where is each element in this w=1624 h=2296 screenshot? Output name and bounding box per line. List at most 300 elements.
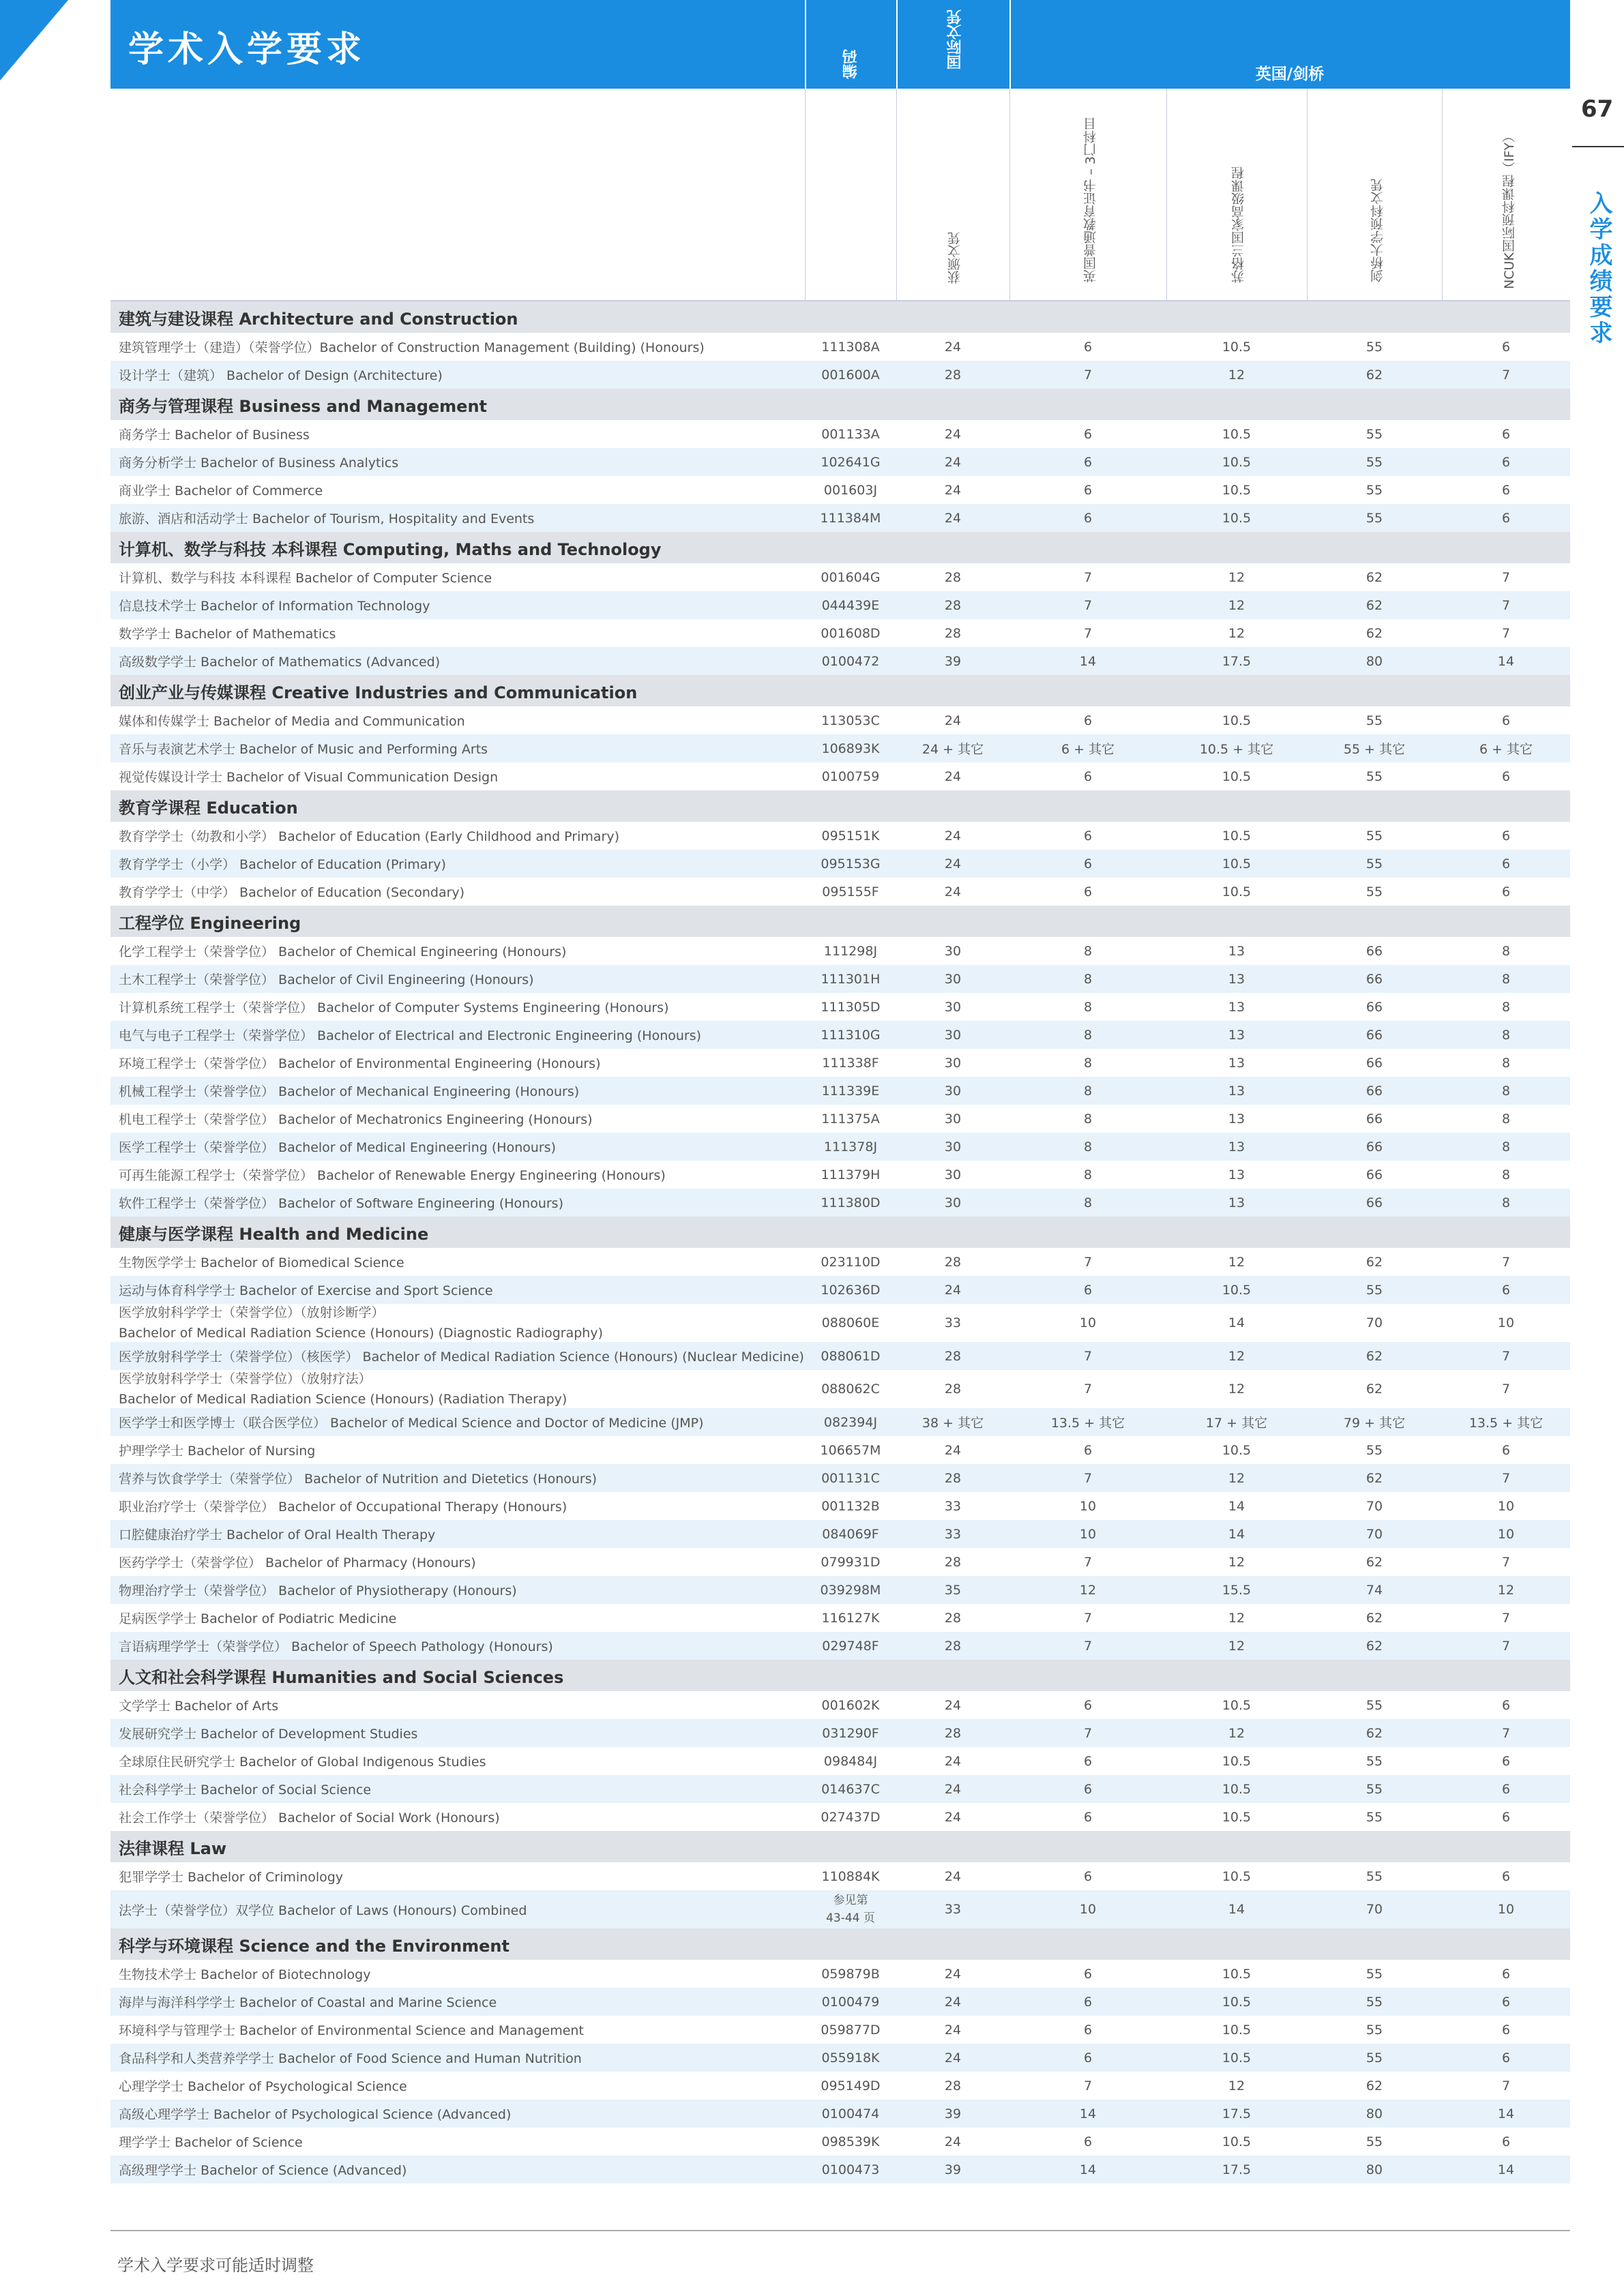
program-code: 111301H [821,971,881,987]
program-code: 055918K [821,2050,880,2066]
ify-score: 8 [1501,971,1511,987]
table-row [110,2016,1570,2044]
table-row [110,2072,1570,2100]
ify-score: 7 [1501,569,1511,585]
table-row [110,1021,1570,1049]
table-row [110,1890,1570,1928]
program-name: 生物技术学士 Bachelor of Biotechnology [119,1967,371,1982]
program-code: 111375A [821,1111,880,1127]
ify-score: 6 [1501,510,1511,526]
program-name: 理学学士 Bachelor of Science [119,2135,303,2150]
ib-score: 28 [944,1554,962,1570]
program-code: 102641G [821,454,881,470]
program-code: 111338F [822,1055,879,1071]
scottish-score: 17 + 其它 [1205,1416,1268,1431]
program-name: 软件工程学士（荣誉学位） Bachelor of Software Engineering (Honours) [119,1196,563,1211]
program-name: 足病医学学士 Bachelor of Podiatric Medicine [119,1611,397,1626]
gcse-score: 6 [1083,2134,1093,2149]
program-code: 0100479 [821,1994,880,2010]
ib-score: 28 [944,2078,962,2093]
table-row [110,822,1570,850]
cambridge-score: 55 [1365,339,1383,355]
program-code: 102636D [821,1282,881,1298]
program-code: 001131C [821,1470,880,1486]
scottish-score: 10.5 [1222,1442,1252,1458]
cambridge-score: 80 [1365,653,1383,669]
gcse-score: 7 [1083,625,1093,641]
scottish-score: 10.5 [1222,828,1252,844]
cambridge-score: 55 + 其它 [1343,742,1406,757]
cambridge-score: 70 [1365,1498,1383,1514]
cambridge-score: 55 [1365,856,1383,871]
scottish-score: 12 [1228,1638,1245,1654]
program-name: 设计学士（建筑） Bachelor of Design (Architecture) [119,368,443,383]
ib-score: 30 [944,1055,962,1071]
ib-score: 30 [944,1027,962,1043]
program-name: 口腔健康治疗学士 Bachelor of Oral Health Therapy [119,1527,436,1542]
program-name: 医药学学士（荣誉学位） Bachelor of Pharmacy (Honours) [119,1555,476,1570]
ib-score: 33 [944,1498,962,1514]
scottish-score: 17.5 [1222,2162,1252,2177]
gcse-score: 6 [1083,1809,1093,1825]
table-row [110,1370,1570,1408]
cambridge-score: 62 [1365,2078,1383,2093]
scottish-score: 14 [1228,1902,1245,1917]
ib-score: 24 [944,2134,962,2149]
ib-score: 24 [944,1442,962,1458]
program-code: 014637C [821,1781,880,1797]
ib-score: 24 [944,1868,962,1884]
ib-score: 28 [944,1725,962,1741]
category-name: 教育学课程 Education [119,798,298,818]
category-row [110,675,1570,706]
cambridge-score: 80 [1365,2162,1383,2177]
scottish-score: 10.5 [1222,1868,1252,1884]
gcse-score: 8 [1083,1083,1093,1099]
gcse-score: 13.5 + 其它 [1050,1416,1125,1431]
program-code: 088062C [821,1382,880,1397]
program-name: 物理治疗学士（荣誉学位） Bachelor of Physiotherapy (Honours) [119,1583,517,1598]
cambridge-score: 55 [1365,426,1383,442]
program-code: 111305D [821,999,881,1015]
cambridge-score: 55 [1365,2134,1383,2149]
cambridge-score: 55 [1365,884,1383,899]
ify-score: 8 [1501,999,1511,1015]
ify-score: 6 [1501,1697,1511,1713]
category-row [110,1831,1570,1862]
program-code: 039298M [820,1582,881,1598]
table-row [110,1304,1570,1342]
program-name: 视觉传媒设计学士 Bachelor of Visual Communication Design [119,770,499,785]
ify-score: 6 [1501,1781,1511,1797]
ify-score: 7 [1501,1610,1511,1626]
cambridge-score: 55 [1365,2022,1383,2038]
cambridge-score: 66 [1365,1027,1383,1043]
cambridge-score: 66 [1365,1139,1383,1154]
scottish-score: 10.5 [1222,713,1252,728]
ify-score: 6 [1501,856,1511,871]
scottish-score: 10.5 [1222,2134,1252,2149]
table-row [110,333,1570,361]
scottish-score: 13 [1228,999,1245,1015]
program-name: 营养与饮食学学士（荣誉学位） Bachelor of Nutrition and Dietetics (Honours) [119,1472,597,1487]
gcse-score: 8 [1083,1027,1093,1043]
ify-score: 8 [1501,1111,1511,1127]
ify-score: 6 [1501,1442,1511,1458]
scottish-score: 12 [1228,1254,1245,1270]
scottish-score: 10.5 [1222,1753,1252,1769]
cambridge-score: 70 [1365,1526,1383,1542]
ib-score: 24 [944,1781,962,1797]
program-code: 095149D [821,2078,881,2093]
gcse-score: 8 [1083,1055,1093,1071]
category-name: 商务与管理课程 Business and Management [119,396,488,416]
ib-score: 24 [944,454,962,470]
cambridge-score: 55 [1365,1753,1383,1769]
ify-score: 14 [1497,2162,1515,2177]
gcse-score: 14 [1079,2162,1097,2177]
table-row [110,1189,1570,1217]
ib-score: 28 [944,625,962,641]
ib-score: 24 [944,713,962,728]
ify-score: 6 [1501,2022,1511,2038]
gcse-score: 6 [1083,713,1093,728]
program-name: 言语病理学学士（荣誉学位） Bachelor of Speech Pathology (Honours) [119,1639,553,1654]
gcse-score: 6 [1083,884,1093,899]
ib-score: 24 [944,1697,962,1713]
scottish-score: 10.5 [1222,454,1252,470]
program-code: 098539K [821,2134,880,2149]
gcse-score: 6 [1083,1282,1093,1298]
program-code: 001602K [821,1697,880,1713]
scottish-score: 10.5 [1222,1809,1252,1825]
table-row [110,762,1570,790]
program-code: 参见第 43-44 页 [826,1894,875,1925]
table-row [110,1576,1570,1604]
cambridge-score: 55 [1365,713,1383,728]
cambridge-score: 66 [1365,1055,1383,1071]
table-row [110,1464,1570,1492]
table-row [110,734,1570,762]
program-name: 机械工程学士（荣誉学位） Bachelor of Mechanical Engineering (Honours) [119,1084,580,1099]
table-bottom-rule [110,2230,1570,2231]
program-code: 0100473 [821,2162,880,2177]
page-number: 67 [1581,95,1614,123]
program-code: 027437D [821,1809,881,1825]
column-cambridge: 剑桥大学预科文凭 [1370,179,1385,282]
column-code: 编码 [842,49,859,79]
program-name: 环境科学与管理学士 Bachelor of Environmental Science and Management [119,2023,584,2038]
scottish-score: 10.5 [1222,510,1252,526]
cambridge-score: 62 [1365,597,1383,613]
ib-score: 30 [944,1083,962,1099]
category-row [110,301,1570,333]
table-row [110,993,1570,1021]
program-code: 029748F [822,1638,879,1654]
scottish-score: 17.5 [1222,653,1252,669]
ify-score: 6 [1501,482,1511,498]
ib-score: 33 [944,1526,962,1542]
ib-score: 33 [944,1902,962,1917]
ify-score: 14 [1497,653,1515,669]
program-code: 111298J [823,943,878,959]
ib-score: 30 [944,1167,962,1182]
ib-score: 30 [944,1139,962,1154]
program-name: 全球原住民研究学士 Bachelor of Global Indigenous Studies [119,1755,486,1770]
table-row [110,1604,1570,1632]
ib-score: 24 [944,1994,962,2010]
gcse-score: 6 [1083,426,1093,442]
gcse-score: 8 [1083,1195,1093,1210]
gcse-score: 6 [1083,2022,1093,2038]
scottish-score: 13 [1228,1083,1245,1099]
gcse-score: 14 [1079,653,1097,669]
table-row [110,647,1570,675]
program-code: 088061D [821,1348,881,1364]
scottish-score: 12 [1228,569,1245,585]
scottish-score: 12 [1228,367,1245,383]
table-row [110,2156,1570,2183]
cambridge-score: 66 [1365,943,1383,959]
program-code: 111308A [821,339,880,355]
table-row [110,1049,1570,1077]
program-code: 095153G [821,856,881,871]
scottish-score: 10.5 [1222,856,1252,871]
cambridge-score: 55 [1365,1966,1383,1982]
table-row [110,1960,1570,1988]
ify-score: 10 [1497,1526,1515,1542]
table-row [110,1133,1570,1161]
ify-score: 6 [1501,1282,1511,1298]
program-name: 音乐与表演艺术学士 Bachelor of Music and Performing Arts [119,742,488,757]
program-code: 059879B [821,1966,880,1982]
ify-score: 6 [1501,339,1511,355]
gcse-score: 7 [1083,1554,1093,1570]
program-name: 医学放射科学学士（荣誉学位）（放射诊断学） Bachelor of Medical Radiation Science (Honours) (Diagnostic Radiography) [119,1305,603,1341]
ib-score: 24 [944,339,962,355]
program-code: 113053C [821,713,880,728]
ib-score: 24 + 其它 [921,742,984,757]
ify-score: 10 [1497,1315,1515,1330]
ib-score: 35 [944,1582,962,1598]
column-intl-diploma: 获颁文凭 [947,232,962,284]
ify-score: 6 [1501,1994,1511,2010]
table-row [110,361,1570,389]
program-name: 教育学学士（小学） Bachelor of Education (Primary) [119,857,446,872]
program-code: 111378J [823,1139,878,1154]
ify-score: 7 [1501,1554,1511,1570]
scottish-score: 12 [1228,597,1245,613]
gcse-score: 7 [1083,1638,1093,1654]
scottish-score: 12 [1228,1610,1245,1626]
gcse-score: 7 [1083,1610,1093,1626]
program-code: 059877D [821,2022,881,2038]
ib-score: 30 [944,971,962,987]
cambridge-score: 62 [1365,569,1383,585]
cambridge-score: 55 [1365,1809,1383,1825]
scottish-score: 10.5 [1222,884,1252,899]
program-name: 海岸与海洋科学学士 Bachelor of Coastal and Marine Science [119,1995,497,2010]
category-row [110,1660,1570,1691]
gcse-score: 12 [1079,1582,1097,1598]
cambridge-score: 66 [1365,971,1383,987]
ify-score: 8 [1501,943,1511,959]
program-name: 商务分析学士 Bachelor of Business Analytics [119,456,399,471]
cambridge-score: 66 [1365,1111,1383,1127]
program-name: 高级数学学士 Bachelor of Mathematics (Advanced) [119,655,441,670]
category-name: 建筑与建设课程 Architecture and Construction [119,309,518,329]
gcse-score: 6 [1083,1442,1093,1458]
column-subheader [110,89,1570,301]
page-title: 学术入学要求 [128,29,366,70]
gcse-score: 6 [1083,1994,1093,2010]
ify-score: 6 [1501,2134,1511,2149]
program-name: 教育学学士（幼教和小学） Bachelor of Education (Early Childhood and Primary) [119,829,620,844]
table-row [110,1520,1570,1548]
ib-score: 38 + 其它 [921,1416,984,1431]
table-row [110,2100,1570,2128]
program-name: 医学放射科学学士（荣誉学位）（放射疗法） Bachelor of Medical Radiation Science (Honours) (Radiation Therapy) [119,1371,567,1407]
ify-score: 6 [1501,828,1511,844]
cambridge-score: 66 [1365,1195,1383,1210]
table-row [110,1747,1570,1775]
cambridge-score: 66 [1365,999,1383,1015]
cambridge-score: 62 [1365,1470,1383,1486]
ib-score: 28 [944,1610,962,1626]
gcse-score: 6 [1083,1697,1093,1713]
ify-score: 7 [1501,625,1511,641]
program-code: 088060E [821,1315,880,1330]
scottish-score: 13 [1228,1167,1245,1182]
ib-score: 24 [944,426,962,442]
program-name: 电气与电子工程学士（荣誉学位） Bachelor of Electrical and Electronic Engineering (Honours) [119,1028,702,1043]
gcse-score: 6 [1083,856,1093,871]
scottish-score: 13 [1228,1139,1245,1154]
ib-score: 24 [944,482,962,498]
ify-score: 6 [1501,713,1511,728]
cambridge-score: 62 [1365,1348,1383,1364]
cambridge-score: 55 [1365,769,1383,784]
program-name: 社会科学学士 Bachelor of Social Science [119,1783,372,1798]
program-name: 医学放射科学学士（荣誉学位）（核医学） Bachelor of Medical Radiation Science (Honours) (Nuclear Medicine) [119,1350,804,1365]
footer-note: 学术入学要求可能适时调整 [117,2256,314,2275]
table-row [110,850,1570,878]
cambridge-score: 62 [1365,1638,1383,1654]
table-row [110,1632,1570,1660]
ib-score: 39 [944,2162,962,2177]
ib-score: 24 [944,884,962,899]
scottish-score: 10.5 [1222,482,1252,498]
table-row [110,1803,1570,1831]
ib-score: 24 [944,1282,962,1298]
scottish-score: 14 [1228,1315,1245,1330]
program-name: 生物医学学士 Bachelor of Biomedical Science [119,1255,404,1270]
column-gcse: 英国普通教育证书 – 3门科目 [1083,117,1098,283]
gcse-score: 6 [1083,339,1093,355]
ify-score: 7 [1501,1470,1511,1486]
category-name: 计算机、数学与科技 本科课程 Computing, Maths and Technology [119,539,662,559]
cambridge-score: 62 [1365,1725,1383,1741]
ib-score: 39 [944,2106,962,2121]
table-row [110,965,1570,993]
gcse-score: 6 [1083,2050,1093,2066]
ib-score: 28 [944,1638,962,1654]
program-code: 001600A [821,367,880,383]
cambridge-score: 55 [1365,828,1383,844]
program-name: 媒体和传媒学士 Bachelor of Media and Communication [119,714,465,729]
table-row [110,1775,1570,1803]
table-row [110,1862,1570,1890]
scottish-score: 13 [1228,1055,1245,1071]
gcse-score: 14 [1079,2106,1097,2121]
scottish-score: 15.5 [1222,1582,1252,1598]
program-code: 031290F [822,1725,879,1741]
program-code: 106657M [820,1442,881,1458]
cambridge-score: 80 [1365,2106,1383,2121]
program-name: 心理学学士 Bachelor of Psychological Science [119,2079,407,2094]
table-row [110,1276,1570,1304]
program-name: 医学学士和医学博士（联合医学位） Bachelor of Medical Science and Doctor of Medicine (JMP) [119,1416,704,1431]
requirements-table [110,301,1570,2183]
ib-score: 24 [944,1753,962,1769]
scottish-score: 17.5 [1222,2106,1252,2121]
program-name: 食品科学和人类营养学学士 Bachelor of Food Science and Human Nutrition [119,2051,582,2066]
ib-score: 24 [944,769,962,784]
gcse-score: 6 [1083,828,1093,844]
program-name: 文学学士 Bachelor of Arts [119,1699,279,1714]
scottish-score: 13 [1228,943,1245,959]
cambridge-score: 55 [1365,1697,1383,1713]
table-row [110,420,1570,448]
program-code: 001603J [823,482,878,498]
cambridge-score: 70 [1365,1315,1383,1330]
gcse-score: 7 [1083,1725,1093,1741]
ib-score: 24 [944,1966,962,1982]
scottish-score: 10.5 [1222,1994,1252,2010]
program-code: 111384M [820,510,881,526]
program-name: 商业学士 Bachelor of Commerce [119,483,323,498]
gcse-score: 8 [1083,1167,1093,1182]
gcse-score: 6 [1083,510,1093,526]
table-row [110,1248,1570,1276]
cambridge-score: 55 [1365,1781,1383,1797]
ify-score: 7 [1501,1725,1511,1741]
scottish-score: 13 [1228,1111,1245,1127]
program-name: 职业治疗学士（荣誉学位） Bachelor of Occupational Therapy (Honours) [119,1500,567,1515]
table-row [110,1077,1570,1105]
ify-score: 6 [1501,769,1511,784]
scottish-score: 12 [1228,1725,1245,1741]
cambridge-score: 55 [1365,510,1383,526]
program-name: 数学学士 Bachelor of Mathematics [119,627,336,642]
program-name: 教育学学士（中学） Bachelor of Education (Secondary) [119,885,465,900]
program-code: 0100474 [821,2106,880,2121]
program-name: 计算机系统工程学士（荣誉学位） Bachelor of Computer Systems Engineering (Honours) [119,1000,669,1015]
gcse-score: 7 [1083,1470,1093,1486]
table-row [110,937,1570,965]
ib-score: 24 [944,2022,962,2038]
category-name: 人文和社会科学课程 Humanities and Social Sciences [119,1667,564,1687]
table-row [110,2044,1570,2072]
gcse-score: 6 [1083,769,1093,784]
ify-score: 13.5 + 其它 [1468,1416,1544,1431]
column-ify: NCUK国际预科课程（IFY） [1502,130,1517,289]
cambridge-score: 74 [1365,1582,1383,1598]
ify-score: 7 [1501,1348,1511,1364]
program-name: 商务学士 Bachelor of Business [119,428,310,443]
scottish-score: 13 [1228,1195,1245,1210]
program-code: 095151K [821,828,880,844]
